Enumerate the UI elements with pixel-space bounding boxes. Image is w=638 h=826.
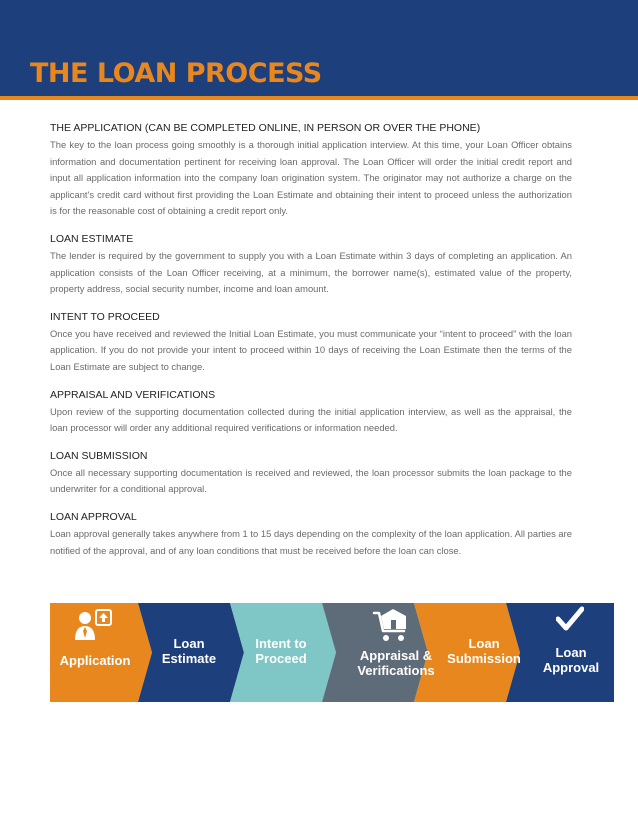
flow-label-line: Intent to xyxy=(255,636,307,651)
section-heading: LOAN ESTIMATE xyxy=(50,232,134,245)
section-loan-estimate xyxy=(50,232,572,298)
checkmark-icon xyxy=(556,606,584,632)
section-body: Upon review of the supporting documentation collected during the initial application interview, as well as the appraisal, the loan processor will order any additional required verifications or information needed. xyxy=(50,405,572,434)
section-appraisal xyxy=(50,388,572,437)
flow-label-loan-submission xyxy=(444,636,524,666)
header-stripe xyxy=(0,96,638,100)
section-body: Once all necessary supporting documentation is received and reviewed, the loan processor submits the loan package to the underwriter for a conditional approval. xyxy=(50,466,572,495)
section-heading: LOAN APPROVAL xyxy=(50,510,137,523)
flow-label-intent-to-proceed xyxy=(240,636,322,666)
content xyxy=(50,121,572,571)
flow-label-loan-estimate xyxy=(148,636,230,666)
page-title: THE LOAN PROCESS xyxy=(30,58,322,89)
section-body: Loan approval generally takes anywhere from 1 to 15 days depending on the complexity of the loan application. All parties are notified of the approval, and of any loan conditions that must be received before the loan can close. xyxy=(50,527,572,556)
section-body: The key to the loan process going smoothly is a thorough initial application interview. At this time, your Loan Officer obtains information and documentation pertinent for receiving loan approval. The Loan Officer will order the initial credit report and input all application information into the company loan origination system. The originator may not authorize a charge on the applicant's credit card without first providing the Loan Estimate and obtaining their intent to proceed unless the authorization is for the reasonable cost of obtaining a credit report only. xyxy=(50,139,572,217)
flow-label-line: Submission xyxy=(447,651,521,666)
flow-label-loan-approval xyxy=(528,645,614,675)
section-heading: APPRAISAL AND VERIFICATIONS xyxy=(50,388,216,401)
section-body: Once you have received and reviewed the Initial Loan Estimate, you must communicate your “intent to proceed” with the loan application. If you do not provide your intent to proceed within 10 days of receiving the Loan Estimate then the terms of the Loan Estimate are subject to change. xyxy=(50,327,572,372)
section-heading: INTENT TO PROCEED xyxy=(50,310,160,323)
section-body: The lender is required by the government to supply you with a Loan Estimate within 3 days of completing an application. An application consists of the Loan Officer receiving, at a minimum, the borrower name(s), estimated value of the property, property address, social security number, income and loan amount. xyxy=(50,249,572,295)
person-upload-icon xyxy=(73,608,117,642)
flow-label-line: Verifications xyxy=(357,663,435,678)
flow-label-line: Approval xyxy=(542,660,600,675)
flow-label-line: Loan xyxy=(173,636,205,651)
flow-label-line: Application xyxy=(59,653,131,668)
section-application xyxy=(50,121,572,220)
flow-label-line: Loan xyxy=(555,645,587,660)
flow-label-line: Appraisal & xyxy=(359,648,433,663)
flow-label-line: Loan xyxy=(468,636,500,651)
process-flow xyxy=(50,603,614,702)
flow-label-line: Proceed xyxy=(255,651,307,666)
section-loan-approval xyxy=(50,510,572,559)
section-heading: THE APPLICATION (CAN BE COMPLETED ONLINE, IN PERSON OR OVER THE PHONE) xyxy=(50,122,481,134)
house-cart-icon xyxy=(372,607,412,643)
flow-label-line: Estimate xyxy=(161,651,217,666)
section-heading: LOAN SUBMISSION xyxy=(50,449,148,462)
section-intent-to-proceed xyxy=(50,310,572,376)
flow-label-application xyxy=(52,653,138,668)
section-loan-submission xyxy=(50,449,572,498)
flow-label-appraisal xyxy=(352,648,440,678)
